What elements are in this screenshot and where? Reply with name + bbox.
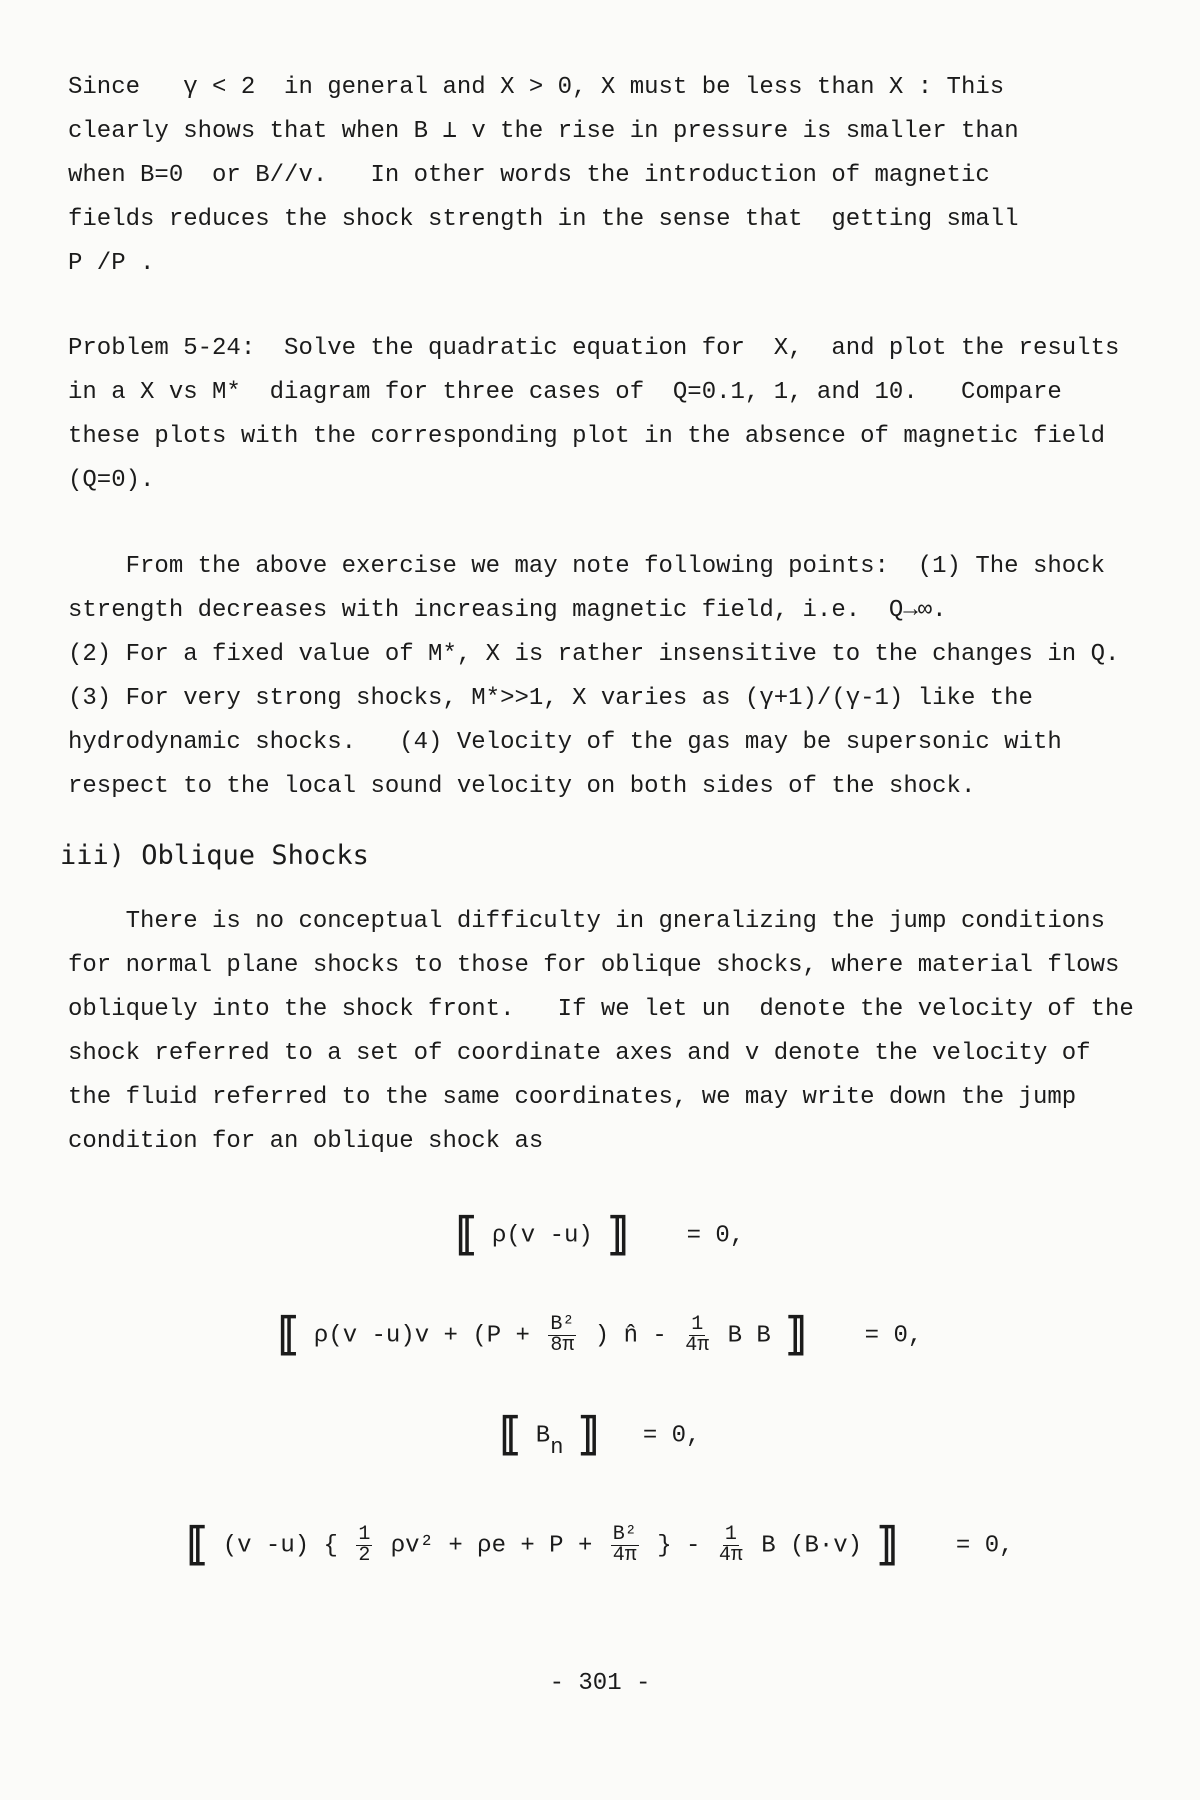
equation-momentum-flux [0, 1300, 1200, 1370]
paragraph-oblique-jump-conditions [68, 900, 1134, 1164]
double-bracket-right: ⟧ [876, 1519, 899, 1570]
fraction-denominator: 8π [550, 1333, 575, 1357]
equation-term: ) n̂ - [594, 1322, 682, 1350]
text-line: clearly shows that when B ⊥ v the rise in pressure is smaller than [68, 118, 1019, 145]
fraction-numerator: B² [550, 1312, 575, 1336]
text-line: P /P . [68, 250, 155, 277]
equation-rhs: = 0, [686, 1222, 745, 1250]
equation-term: B (B·v) [761, 1532, 863, 1560]
text-line: Problem 5-24: Solve the quadratic equation for X, and plot the results [68, 335, 1120, 362]
equation-term: } - [657, 1532, 715, 1560]
text-line: From the above exercise we may note following points: (1) The shock [68, 553, 1105, 580]
double-bracket-left: ⟦ [499, 1409, 522, 1460]
fraction-numerator: B² [612, 1522, 637, 1546]
text-line: There is no conceptual difficulty in gneralizing the jump conditions [68, 908, 1105, 935]
text-line: (Q=0). [68, 467, 155, 494]
text-line: shock referred to a set of coordinate axes and v denote the velocity of [68, 1040, 1091, 1067]
section-heading: iii) Oblique Shocks [60, 840, 369, 871]
fraction-numerator: 1 [691, 1312, 704, 1336]
equation-rhs: = 0, [864, 1322, 923, 1350]
equation-term: ρv² + ρe + P + [390, 1532, 607, 1560]
equation-body: ρ(v -u) [491, 1222, 593, 1250]
double-bracket-left: ⟦ [455, 1209, 478, 1260]
fraction-denominator: 4π [612, 1543, 637, 1567]
text-line: Since γ < 2 in general and X > 0, X must be less than X : This [68, 74, 1005, 101]
double-bracket-left: ⟦ [277, 1309, 300, 1360]
equation-energy-flux [0, 1510, 1200, 1580]
text-line: in a X vs M* diagram for three cases of Q=0.1, 1, and 10. Compare [68, 379, 1062, 406]
fraction-denominator: 4π [685, 1333, 710, 1357]
equation-term: (v -u) { [222, 1532, 353, 1560]
text-line: strength decreases with increasing magnetic field, i.e. Q→∞. [68, 597, 947, 624]
fraction-1-4pi [685, 1312, 710, 1357]
equation-rhs: = 0, [642, 1422, 701, 1450]
subscript: n [550, 1435, 564, 1461]
text-line: the fluid referred to the same coordinates, we may write down the jump [68, 1084, 1077, 1111]
text-line: obliquely into the shock front. If we let un denote the velocity of the [68, 996, 1134, 1023]
double-bracket-right: ⟧ [607, 1209, 629, 1260]
equation-normal-field [0, 1400, 1200, 1470]
equation-body: B [535, 1422, 551, 1450]
text-line: hydrodynamic shocks. (4) Velocity of the gas may be supersonic with [68, 729, 1062, 756]
fraction-one-half [356, 1522, 372, 1567]
fraction-numerator: 1 [358, 1522, 371, 1546]
double-bracket-right: ⟧ [785, 1309, 808, 1360]
text-line: respect to the local sound velocity on both sides of the shock. [68, 773, 976, 800]
equation-mass-flux [0, 1200, 1200, 1270]
fraction-denominator: 2 [358, 1543, 371, 1567]
fraction-b2-4pi [611, 1522, 639, 1567]
text-line: when B=0 or B//v. In other words the introduction of magnetic [68, 162, 990, 189]
text-line: (3) For very strong shocks, M*>>1, X varies as (γ+1)/(γ-1) like the [68, 685, 1033, 712]
text-line: (2) For a fixed value of M*, X is rather insensitive to the changes in Q. [68, 641, 1120, 668]
fraction-1-4pi [718, 1522, 743, 1567]
paragraph-problem-5-24 [68, 327, 1128, 503]
equation-rhs: = 0, [955, 1532, 1014, 1560]
equation-term: ρ(v -u)v + (P + [313, 1322, 545, 1350]
page-number: - 301 - [549, 1670, 651, 1697]
text-line: for normal plane shocks to those for oblique shocks, where material flows [68, 952, 1120, 979]
text-line: fields reduces the shock strength in the sense that getting small [68, 206, 1019, 233]
fraction-b2-8pi [548, 1312, 576, 1357]
paragraph-exercise-notes [68, 545, 1128, 809]
fraction-numerator: 1 [724, 1522, 737, 1546]
double-bracket-right: ⟧ [577, 1409, 600, 1460]
equation-term: B B [727, 1322, 771, 1350]
text-line: condition for an oblique shock as [68, 1128, 544, 1155]
paragraph-magnetic-shock-strength [68, 66, 1128, 286]
fraction-denominator: 4π [718, 1543, 743, 1567]
text-line: these plots with the corresponding plot in the absence of magnetic field [68, 423, 1105, 450]
double-bracket-left: ⟦ [186, 1519, 209, 1570]
